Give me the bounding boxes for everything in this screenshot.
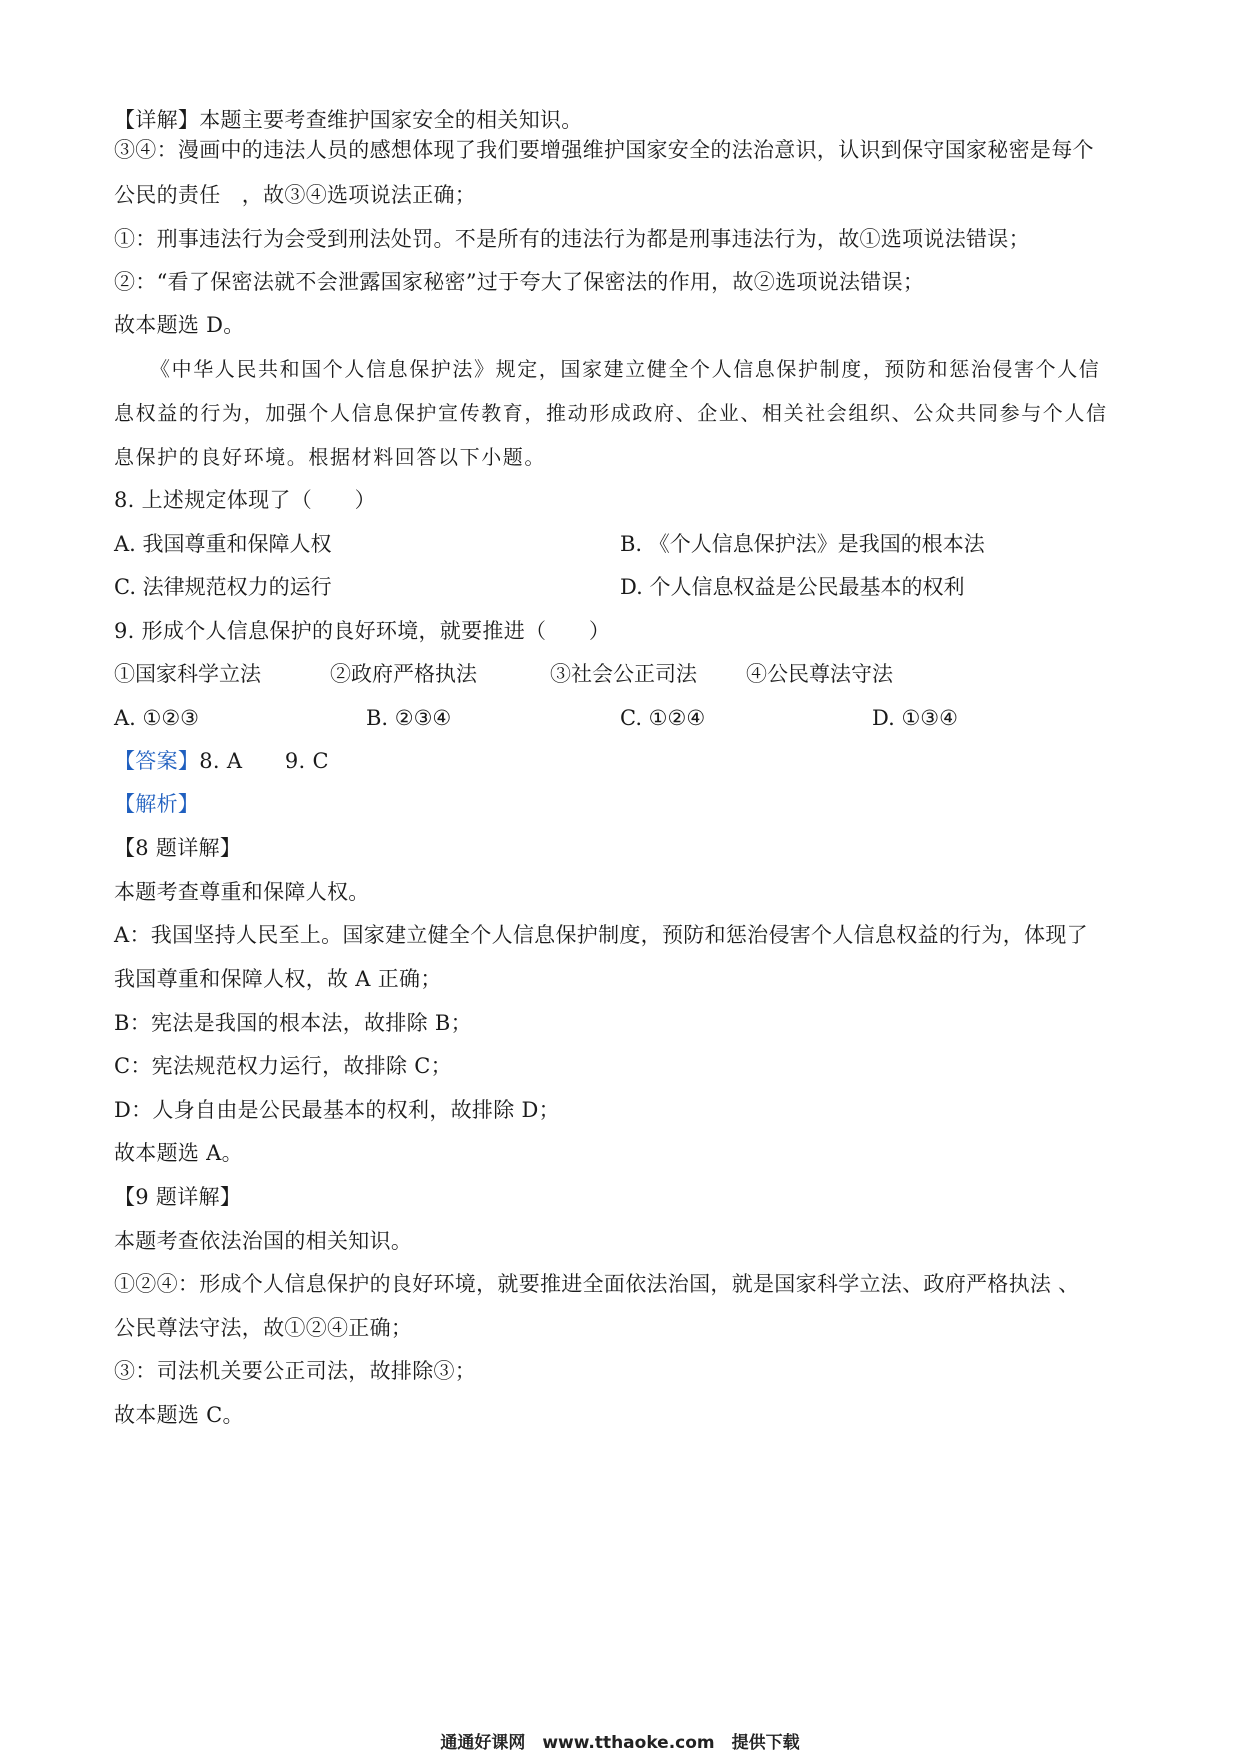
q9-statement-2: ②政府严格执法 <box>330 662 477 686</box>
detail-heading: 【详解】本题主要考查维护国家安全的相关知识。 <box>114 108 583 132</box>
q9-detail-line-3: 公民尊法守法，故①②④正确； <box>114 1316 413 1340</box>
explanation-line-34-cont: 公民的责任 ，故③④选项说法正确； <box>114 183 477 207</box>
q9-statement-4: ④公民尊法守法 <box>746 662 893 686</box>
page-footer: 通通好课网 www.tthaoke.com 提供下载 <box>440 1733 800 1753</box>
answer-label: 【答案】 <box>114 749 200 773</box>
conclusion-line: 故本题选 D。 <box>114 313 245 337</box>
q8-option-d: D. 个人信息权益是公民最基本的权利 <box>620 575 965 599</box>
answer-text: 8. A 9. C <box>199 749 329 773</box>
material-line-3: 息保护的良好环境。根据材料回答以下小题。 <box>114 445 546 469</box>
q8-option-c: C. 法律规范权力的运行 <box>114 575 332 599</box>
q8-detail-line-2: A：我国坚持人民至上。国家建立健全个人信息保护制度，预防和惩治侵害个人信息权益的行为，体现了 <box>114 923 1088 947</box>
q8-detail-line-1: 本题考查尊重和保障人权。 <box>114 880 370 904</box>
q8-detail-line-6: D：人身自由是公民最基本的权利，故排除 D； <box>114 1098 560 1122</box>
q9-detail-line-5: 故本题选 C。 <box>114 1403 244 1427</box>
question-9: 9. 形成个人信息保护的良好环境，就要推进（ ） <box>114 619 611 643</box>
explanation-line-2: ②：“看了保密法就不会泄露国家秘密”过于夸大了保密法的作用，故②选项说法错误； <box>114 270 925 294</box>
explanation-line-1: ①：刑事违法行为会受到刑法处罚。不是所有的违法行为都是刑事违法行为，故①选项说法错误； <box>114 227 1030 251</box>
q8-detail-line-4: B：宪法是我国的根本法，故排除 B； <box>114 1011 472 1035</box>
explanation-line-34: ③④：漫画中的违法人员的感想体现了我们要增强维护国家安全的法治意识，认识到保守国家秘密是每个 <box>114 138 1094 162</box>
question-8: 8. 上述规定体现了（ ） <box>114 488 376 512</box>
q9-option-c: C. ①②④ <box>620 706 706 730</box>
q9-detail-line-1: 本题考查依法治国的相关知识。 <box>114 1229 413 1253</box>
q9-statement-3: ③社会公正司法 <box>550 662 697 686</box>
q8-option-b: B. 《个人信息保护法》是我国的根本法 <box>620 532 985 556</box>
q8-detail-line-7: 故本题选 A。 <box>114 1141 243 1165</box>
q9-option-b: B. ②③④ <box>366 706 452 730</box>
q9-option-d: D. ①③④ <box>872 706 958 730</box>
analysis-label: 【解析】 <box>114 792 200 816</box>
q8-detail-line-3: 我国尊重和保障人权，故 A 正确； <box>114 967 442 991</box>
q9-option-a: A. ①②③ <box>114 706 199 730</box>
q9-detail-line-2: ①②④：形成个人信息保护的良好环境，就要推进全面依法治国，就是国家科学立法、政府严格执法 、 <box>114 1272 1080 1296</box>
q9-detail-heading: 【9 题详解】 <box>114 1185 242 1209</box>
answer-line <box>114 746 329 776</box>
material-line-1: 《中华人民共和国个人信息保护法》规定，国家建立健全个人信息保护制度，预防和惩治侵害个人信 <box>150 357 1101 381</box>
q8-detail-heading: 【8 题详解】 <box>114 836 242 860</box>
q8-option-a: A. 我国尊重和保障人权 <box>114 532 332 556</box>
q9-statement-1: ①国家科学立法 <box>114 662 261 686</box>
material-line-2: 息权益的行为，加强个人信息保护宣传教育，推动形成政府、企业、相关社会组织、公众共同参与个人信 <box>114 401 1108 425</box>
q9-detail-line-4: ③：司法机关要公正司法，故排除③； <box>114 1359 477 1383</box>
q8-detail-line-5: C：宪法规范权力运行，故排除 C； <box>114 1054 452 1078</box>
